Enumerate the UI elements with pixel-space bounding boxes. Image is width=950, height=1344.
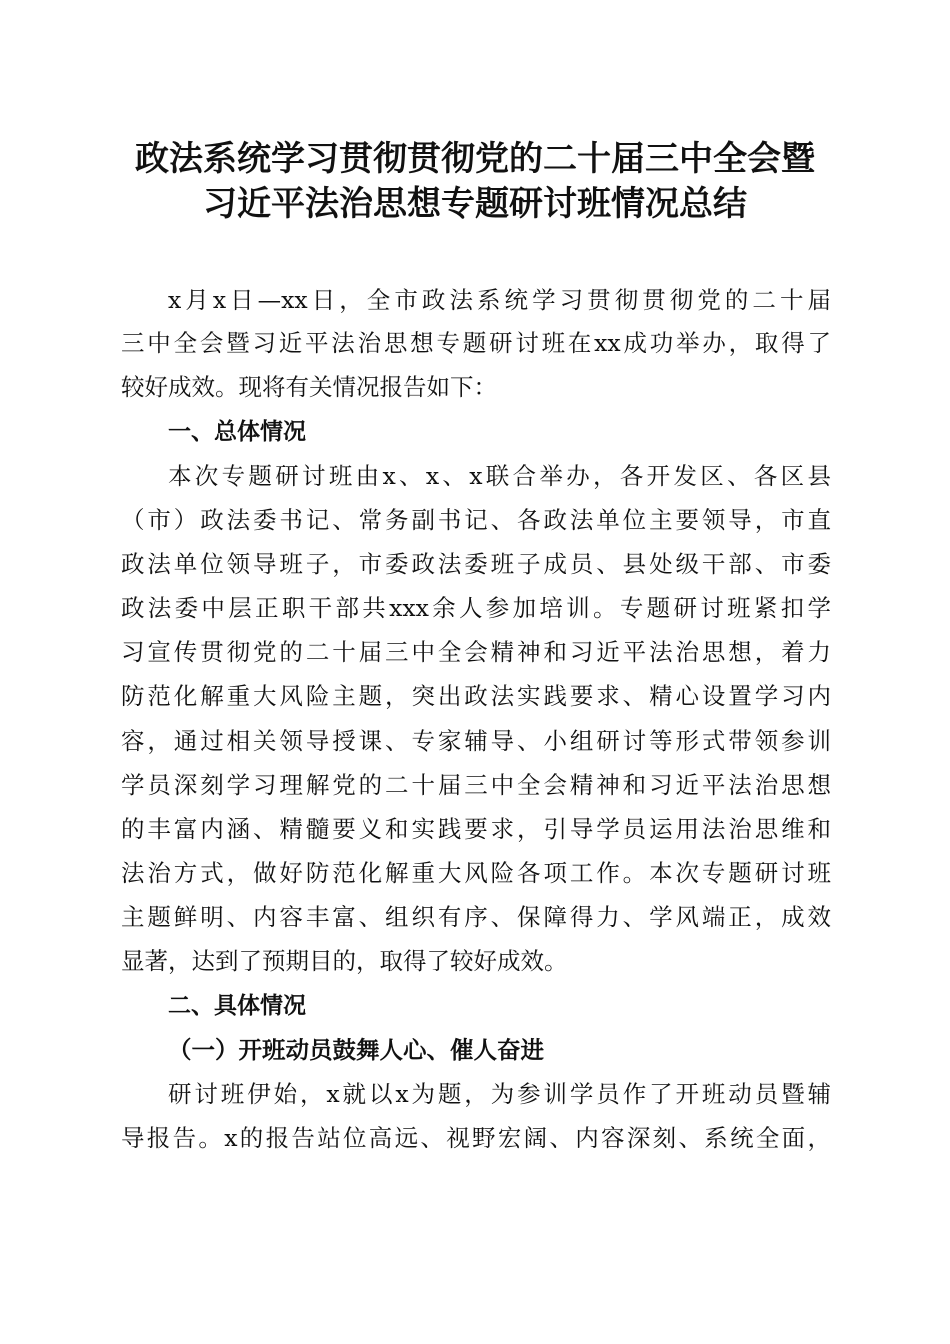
section1-line-11: 主题鲜明、内容丰富、组织有序、保障得力、学风端正，成效 xyxy=(121,903,831,931)
intro-line-3: 较好成效。现将有关情况报告如下： xyxy=(121,373,497,401)
subsection-heading-opening: （一）开班动员鼓舞人心、催人奋进 xyxy=(168,1036,544,1064)
subsection1-line-1: 研讨班伊始，x就以x为题，为参训学员作了开班动员暨辅 xyxy=(168,1080,831,1108)
section1-line-2: （市）政法委书记、常务副书记、各政法单位主要领导，市直 xyxy=(121,506,831,534)
section1-line-12: 显著，达到了预期目的，取得了较好成效。 xyxy=(121,947,568,975)
section1-line-7: 容，通过相关领导授课、专家辅导、小组研讨等形式带领参训 xyxy=(121,727,831,755)
section1-line-5: 习宣传贯彻党的二十届三中全会精神和习近平法治思想，着力 xyxy=(121,638,831,666)
intro-line-2: 三中全会暨习近平法治思想专题研讨班在xx成功举办，取得了 xyxy=(121,329,831,357)
subsection1-line-2: 导报告。x的报告站位高远、视野宏阔、内容深刻、系统全面， xyxy=(121,1124,831,1152)
document-title-line2: 习近平法治思想专题研讨班情况总结 xyxy=(203,184,747,224)
section-heading-overall: 一、总体情况 xyxy=(168,419,306,445)
section1-line-4: 政法委中层正职干部共xxx余人参加培训。专题研讨班紧扣学 xyxy=(121,594,831,622)
section1-line-3: 政法单位领导班子，市委政法委班子成员、县处级干部、市委 xyxy=(121,550,831,578)
document-title-line1: 政法系统学习贯彻贯彻党的二十届三中全会暨 xyxy=(135,139,815,179)
section1-line-8: 学员深刻学习理解党的二十届三中全会精神和习近平法治思想 xyxy=(121,771,831,799)
section1-line-10: 法治方式，做好防范化解重大风险各项工作。本次专题研讨班 xyxy=(121,859,831,887)
intro-line-1: x月x日—xx日，全市政法系统学习贯彻贯彻党的二十届 xyxy=(168,286,831,314)
section-heading-specific: 二、具体情况 xyxy=(168,993,306,1019)
section1-line-6: 防范化解重大风险主题，突出政法实践要求、精心设置学习内 xyxy=(121,682,831,710)
section1-line-9: 的丰富内涵、精髓要义和实践要求，引导学员运用法治思维和 xyxy=(121,815,831,843)
section1-line-1: 本次专题研讨班由x、x、x联合举办，各开发区、各区县 xyxy=(168,462,831,490)
